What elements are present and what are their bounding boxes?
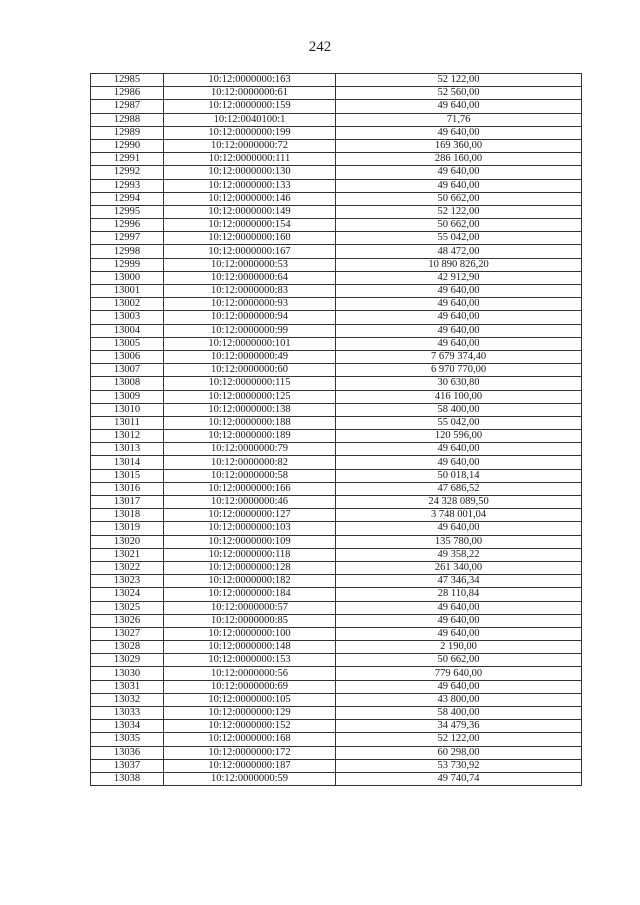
cadastral-number-cell: 10:12:0040100:1 xyxy=(164,113,336,126)
amount-cell: 10 890 826,20 xyxy=(336,258,582,271)
table-row xyxy=(91,298,582,311)
table-row xyxy=(91,707,582,720)
amount-cell: 49 640,00 xyxy=(336,324,582,337)
table-row xyxy=(91,733,582,746)
table-row xyxy=(91,496,582,509)
amount-cell: 43 800,00 xyxy=(336,693,582,706)
amount-cell: 49 640,00 xyxy=(336,601,582,614)
amount-cell: 49 358,22 xyxy=(336,548,582,561)
cadastral-number-cell: 10:12:0000000:100 xyxy=(164,627,336,640)
table-row xyxy=(91,680,582,693)
cadastral-number-cell: 10:12:0000000:53 xyxy=(164,258,336,271)
table-row xyxy=(91,179,582,192)
amount-cell: 135 780,00 xyxy=(336,535,582,548)
table-row xyxy=(91,627,582,640)
row-number-cell: 13011 xyxy=(91,416,164,429)
cadastral-number-cell: 10:12:0000000:154 xyxy=(164,219,336,232)
cadastral-number-cell: 10:12:0000000:149 xyxy=(164,205,336,218)
cadastral-number-cell: 10:12:0000000:105 xyxy=(164,693,336,706)
amount-cell: 779 640,00 xyxy=(336,667,582,680)
amount-cell: 49 640,00 xyxy=(336,522,582,535)
table-row xyxy=(91,654,582,667)
cadastral-number-cell: 10:12:0000000:168 xyxy=(164,733,336,746)
amount-cell: 52 122,00 xyxy=(336,205,582,218)
cadastral-number-cell: 10:12:0000000:148 xyxy=(164,641,336,654)
table-row xyxy=(91,614,582,627)
cadastral-number-cell: 10:12:0000000:93 xyxy=(164,298,336,311)
row-number-cell: 13014 xyxy=(91,456,164,469)
row-number-cell: 13027 xyxy=(91,627,164,640)
row-number-cell: 13023 xyxy=(91,575,164,588)
cadastral-number-cell: 10:12:0000000:189 xyxy=(164,430,336,443)
table-row xyxy=(91,232,582,245)
amount-cell: 47 346,34 xyxy=(336,575,582,588)
amount-cell: 50 662,00 xyxy=(336,654,582,667)
row-number-cell: 12986 xyxy=(91,87,164,100)
table-row xyxy=(91,100,582,113)
amount-cell: 55 042,00 xyxy=(336,232,582,245)
amount-cell: 49 640,00 xyxy=(336,627,582,640)
table-body xyxy=(91,74,582,786)
cadastral-number-cell: 10:12:0000000:103 xyxy=(164,522,336,535)
table-row xyxy=(91,416,582,429)
amount-cell: 71,76 xyxy=(336,113,582,126)
table-row xyxy=(91,601,582,614)
table-row xyxy=(91,166,582,179)
cadastral-number-cell: 10:12:0000000:146 xyxy=(164,192,336,205)
cadastral-number-cell: 10:12:0000000:101 xyxy=(164,337,336,350)
row-number-cell: 12989 xyxy=(91,126,164,139)
amount-cell: 416 100,00 xyxy=(336,390,582,403)
row-number-cell: 13028 xyxy=(91,641,164,654)
amount-cell: 48 472,00 xyxy=(336,245,582,258)
amount-cell: 6 970 770,00 xyxy=(336,364,582,377)
cadastral-number-cell: 10:12:0000000:125 xyxy=(164,390,336,403)
amount-cell: 286 160,00 xyxy=(336,153,582,166)
row-number-cell: 13038 xyxy=(91,772,164,785)
table-row xyxy=(91,126,582,139)
cadastral-number-cell: 10:12:0000000:163 xyxy=(164,74,336,87)
cadastral-number-cell: 10:12:0000000:118 xyxy=(164,548,336,561)
cadastral-number-cell: 10:12:0000000:46 xyxy=(164,496,336,509)
row-number-cell: 12994 xyxy=(91,192,164,205)
amount-cell: 58 400,00 xyxy=(336,403,582,416)
row-number-cell: 13017 xyxy=(91,496,164,509)
table-row xyxy=(91,443,582,456)
table-row xyxy=(91,153,582,166)
cadastral-number-cell: 10:12:0000000:187 xyxy=(164,759,336,772)
cadastral-number-cell: 10:12:0000000:69 xyxy=(164,680,336,693)
cadastral-number-cell: 10:12:0000000:188 xyxy=(164,416,336,429)
amount-cell: 49 740,74 xyxy=(336,772,582,785)
cadastral-number-cell: 10:12:0000000:127 xyxy=(164,509,336,522)
row-number-cell: 13009 xyxy=(91,390,164,403)
cadastral-number-cell: 10:12:0000000:133 xyxy=(164,179,336,192)
table-row xyxy=(91,192,582,205)
row-number-cell: 13003 xyxy=(91,311,164,324)
cadastral-number-cell: 10:12:0000000:49 xyxy=(164,350,336,363)
cadastral-number-cell: 10:12:0000000:111 xyxy=(164,153,336,166)
row-number-cell: 12998 xyxy=(91,245,164,258)
row-number-cell: 13029 xyxy=(91,654,164,667)
table-row xyxy=(91,548,582,561)
amount-cell: 49 640,00 xyxy=(336,443,582,456)
table-row xyxy=(91,588,582,601)
amount-cell: 55 042,00 xyxy=(336,416,582,429)
amount-cell: 52 122,00 xyxy=(336,74,582,87)
table-row xyxy=(91,377,582,390)
row-number-cell: 13030 xyxy=(91,667,164,680)
row-number-cell: 13002 xyxy=(91,298,164,311)
table-row xyxy=(91,139,582,152)
table-row xyxy=(91,456,582,469)
table-row xyxy=(91,311,582,324)
row-number-cell: 13000 xyxy=(91,271,164,284)
table-row xyxy=(91,245,582,258)
row-number-cell: 13021 xyxy=(91,548,164,561)
row-number-cell: 13032 xyxy=(91,693,164,706)
cadastral-number-cell: 10:12:0000000:94 xyxy=(164,311,336,324)
amount-cell: 52 122,00 xyxy=(336,733,582,746)
row-number-cell: 12988 xyxy=(91,113,164,126)
cadastral-number-cell: 10:12:0000000:57 xyxy=(164,601,336,614)
row-number-cell: 13012 xyxy=(91,430,164,443)
amount-cell: 49 640,00 xyxy=(336,285,582,298)
cadastral-number-cell: 10:12:0000000:184 xyxy=(164,588,336,601)
amount-cell: 49 640,00 xyxy=(336,166,582,179)
amount-cell: 52 560,00 xyxy=(336,87,582,100)
cadastral-number-cell: 10:12:0000000:159 xyxy=(164,100,336,113)
table-row xyxy=(91,285,582,298)
row-number-cell: 13013 xyxy=(91,443,164,456)
cadastral-number-cell: 10:12:0000000:152 xyxy=(164,720,336,733)
cadastral-number-cell: 10:12:0000000:167 xyxy=(164,245,336,258)
table-row xyxy=(91,364,582,377)
cadastral-number-cell: 10:12:0000000:160 xyxy=(164,232,336,245)
amount-cell: 49 640,00 xyxy=(336,100,582,113)
cadastral-number-cell: 10:12:0000000:166 xyxy=(164,482,336,495)
table-row xyxy=(91,113,582,126)
row-number-cell: 13036 xyxy=(91,746,164,759)
amount-cell: 7 679 374,40 xyxy=(336,350,582,363)
row-number-cell: 13019 xyxy=(91,522,164,535)
amount-cell: 2 190,00 xyxy=(336,641,582,654)
row-number-cell: 13034 xyxy=(91,720,164,733)
row-number-cell: 13020 xyxy=(91,535,164,548)
amount-cell: 120 596,00 xyxy=(336,430,582,443)
table-row xyxy=(91,324,582,337)
amount-cell: 49 640,00 xyxy=(336,614,582,627)
amount-cell: 47 686,52 xyxy=(336,482,582,495)
data-table xyxy=(90,73,582,786)
amount-cell: 261 340,00 xyxy=(336,561,582,574)
table-row xyxy=(91,350,582,363)
cadastral-number-cell: 10:12:0000000:61 xyxy=(164,87,336,100)
cadastral-number-cell: 10:12:0000000:130 xyxy=(164,166,336,179)
table-row xyxy=(91,258,582,271)
row-number-cell: 13033 xyxy=(91,707,164,720)
page-number: 242 xyxy=(308,39,332,55)
table-row xyxy=(91,667,582,680)
row-number-cell: 13037 xyxy=(91,759,164,772)
amount-cell: 50 662,00 xyxy=(336,192,582,205)
table-row xyxy=(91,74,582,87)
amount-cell: 49 640,00 xyxy=(336,298,582,311)
row-number-cell: 12985 xyxy=(91,74,164,87)
row-number-cell: 12992 xyxy=(91,166,164,179)
amount-cell: 3 748 001,04 xyxy=(336,509,582,522)
row-number-cell: 12987 xyxy=(91,100,164,113)
table-row xyxy=(91,746,582,759)
table-row xyxy=(91,205,582,218)
row-number-cell: 13005 xyxy=(91,337,164,350)
table-row xyxy=(91,522,582,535)
table-row xyxy=(91,720,582,733)
table-row xyxy=(91,403,582,416)
table-row xyxy=(91,509,582,522)
table-row xyxy=(91,772,582,785)
row-number-cell: 12997 xyxy=(91,232,164,245)
row-number-cell: 13018 xyxy=(91,509,164,522)
row-number-cell: 13035 xyxy=(91,733,164,746)
table-row xyxy=(91,482,582,495)
cadastral-number-cell: 10:12:0000000:99 xyxy=(164,324,336,337)
row-number-cell: 13031 xyxy=(91,680,164,693)
table-row xyxy=(91,337,582,350)
amount-cell: 169 360,00 xyxy=(336,139,582,152)
cadastral-number-cell: 10:12:0000000:172 xyxy=(164,746,336,759)
cadastral-number-cell: 10:12:0000000:85 xyxy=(164,614,336,627)
cadastral-number-cell: 10:12:0000000:182 xyxy=(164,575,336,588)
table-row xyxy=(91,575,582,588)
cadastral-number-cell: 10:12:0000000:109 xyxy=(164,535,336,548)
amount-cell: 50 018,14 xyxy=(336,469,582,482)
cadastral-number-cell: 10:12:0000000:138 xyxy=(164,403,336,416)
row-number-cell: 12993 xyxy=(91,179,164,192)
table-row xyxy=(91,219,582,232)
cadastral-number-cell: 10:12:0000000:82 xyxy=(164,456,336,469)
table-row xyxy=(91,759,582,772)
row-number-cell: 13015 xyxy=(91,469,164,482)
row-number-cell: 12995 xyxy=(91,205,164,218)
cadastral-number-cell: 10:12:0000000:129 xyxy=(164,707,336,720)
amount-cell: 28 110,84 xyxy=(336,588,582,601)
amount-cell: 49 640,00 xyxy=(336,311,582,324)
amount-cell: 49 640,00 xyxy=(336,126,582,139)
table-row xyxy=(91,641,582,654)
table-row xyxy=(91,535,582,548)
table-row xyxy=(91,561,582,574)
cadastral-number-cell: 10:12:0000000:79 xyxy=(164,443,336,456)
row-number-cell: 13004 xyxy=(91,324,164,337)
row-number-cell: 13006 xyxy=(91,350,164,363)
table-row xyxy=(91,271,582,284)
amount-cell: 34 479,36 xyxy=(336,720,582,733)
amount-cell: 24 328 089,50 xyxy=(336,496,582,509)
cadastral-number-cell: 10:12:0000000:83 xyxy=(164,285,336,298)
amount-cell: 53 730,92 xyxy=(336,759,582,772)
row-number-cell: 12996 xyxy=(91,219,164,232)
cadastral-number-cell: 10:12:0000000:58 xyxy=(164,469,336,482)
row-number-cell: 13001 xyxy=(91,285,164,298)
cadastral-number-cell: 10:12:0000000:59 xyxy=(164,772,336,785)
row-number-cell: 12990 xyxy=(91,139,164,152)
cadastral-number-cell: 10:12:0000000:64 xyxy=(164,271,336,284)
row-number-cell: 13016 xyxy=(91,482,164,495)
row-number-cell: 12991 xyxy=(91,153,164,166)
cadastral-number-cell: 10:12:0000000:115 xyxy=(164,377,336,390)
cadastral-number-cell: 10:12:0000000:128 xyxy=(164,561,336,574)
cadastral-number-cell: 10:12:0000000:72 xyxy=(164,139,336,152)
amount-cell: 50 662,00 xyxy=(336,219,582,232)
cadastral-number-cell: 10:12:0000000:153 xyxy=(164,654,336,667)
amount-cell: 49 640,00 xyxy=(336,456,582,469)
table-row xyxy=(91,87,582,100)
amount-cell: 49 640,00 xyxy=(336,179,582,192)
cadastral-number-cell: 10:12:0000000:60 xyxy=(164,364,336,377)
row-number-cell: 13025 xyxy=(91,601,164,614)
table-row xyxy=(91,469,582,482)
table-row xyxy=(91,390,582,403)
amount-cell: 49 640,00 xyxy=(336,680,582,693)
amount-cell: 49 640,00 xyxy=(336,337,582,350)
table-row xyxy=(91,693,582,706)
amount-cell: 30 630,80 xyxy=(336,377,582,390)
row-number-cell: 13026 xyxy=(91,614,164,627)
row-number-cell: 13008 xyxy=(91,377,164,390)
cadastral-number-cell: 10:12:0000000:199 xyxy=(164,126,336,139)
amount-cell: 60 298,00 xyxy=(336,746,582,759)
row-number-cell: 13022 xyxy=(91,561,164,574)
table-row xyxy=(91,430,582,443)
row-number-cell: 13010 xyxy=(91,403,164,416)
cadastral-number-cell: 10:12:0000000:56 xyxy=(164,667,336,680)
row-number-cell: 12999 xyxy=(91,258,164,271)
row-number-cell: 13024 xyxy=(91,588,164,601)
amount-cell: 58 400,00 xyxy=(336,707,582,720)
amount-cell: 42 912,90 xyxy=(336,271,582,284)
row-number-cell: 13007 xyxy=(91,364,164,377)
